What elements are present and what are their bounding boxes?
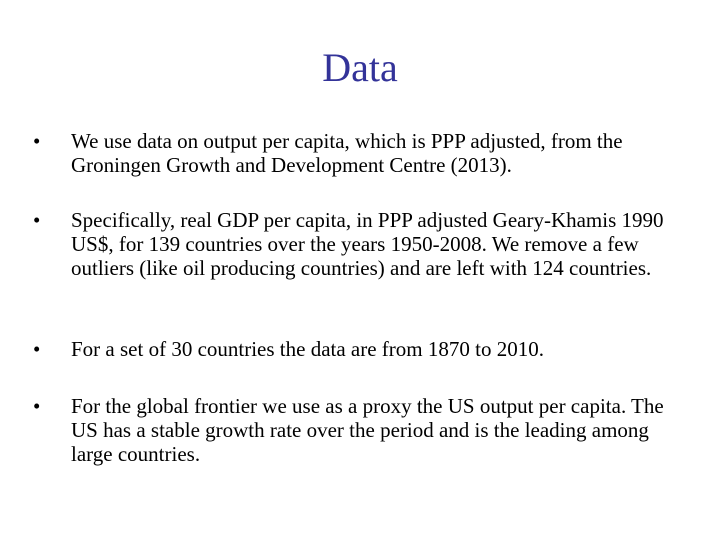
bullet-text: Specifically, real GDP per capita, in PPP adjusted Geary-Khamis 1990 US$, for 139 countries over the years 1950-2008. We remove a few outliers (like oil producing countries) and are left with 124 countries.: [71, 208, 664, 280]
bullet-point-icon: •: [33, 394, 41, 418]
bullet-item: [33, 208, 693, 280]
bullet-item: [33, 394, 693, 466]
bullet-point-icon: •: [33, 337, 41, 361]
bullet-item: [33, 337, 693, 361]
bullet-text: For the global frontier we use as a proxy the US output per capita. The US has a stable growth rate over the period and is the leading among large countries.: [71, 394, 664, 466]
bullet-text: We use data on output per capita, which is PPP adjusted, from the Groningen Growth and Development Centre (2013).: [71, 129, 623, 177]
bullet-item: [33, 129, 693, 177]
bullet-text: For a set of 30 countries the data are from 1870 to 2010.: [71, 337, 544, 361]
slide-title: Data: [322, 45, 398, 90]
bullet-point-icon: •: [33, 129, 41, 153]
bullet-point-icon: •: [33, 208, 41, 232]
